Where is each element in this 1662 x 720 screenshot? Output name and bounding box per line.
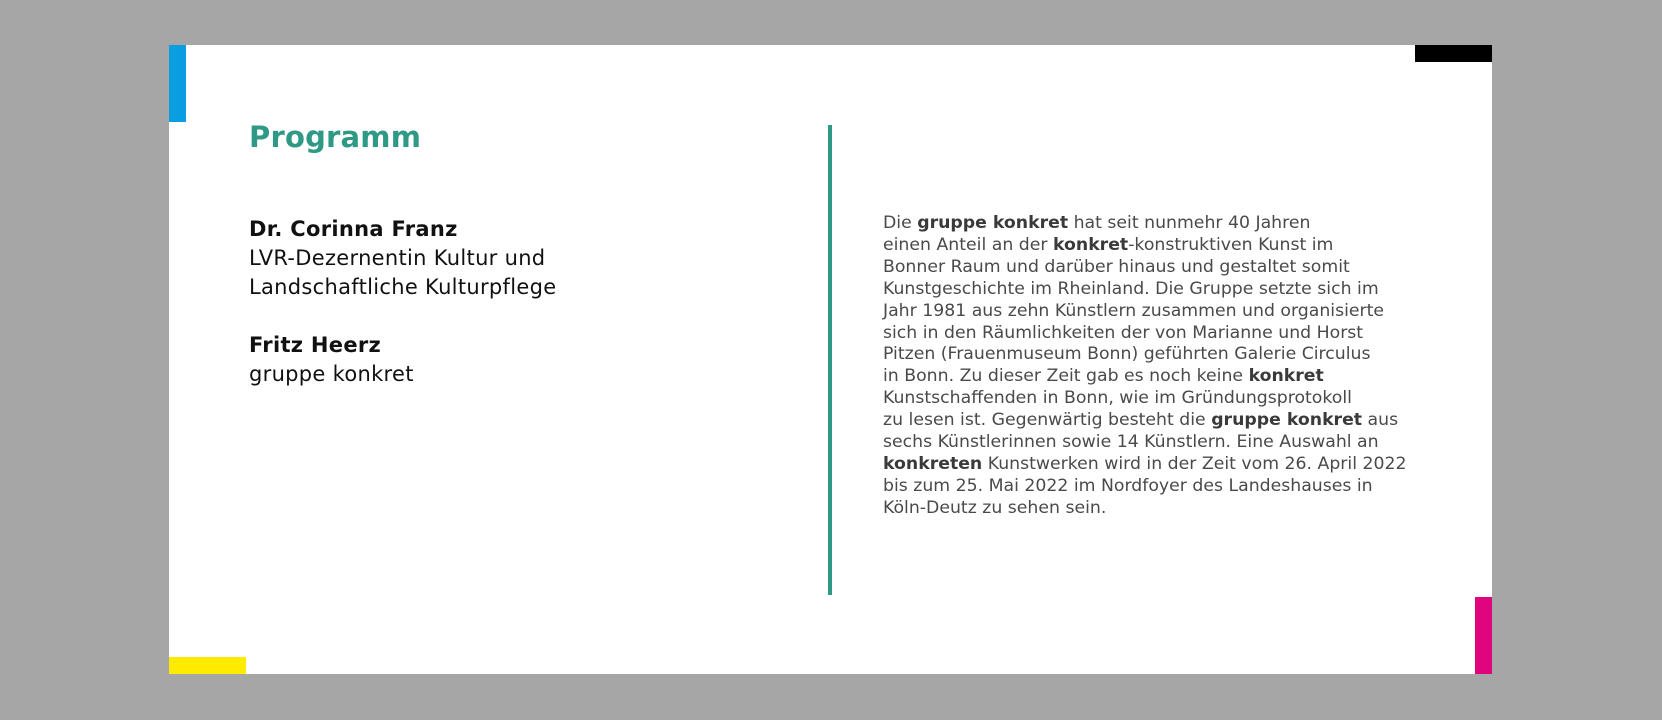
speaker-role-line: gruppe konkret — [249, 362, 414, 386]
description-text: Bonner Raum und darüber hinaus und gestaltet somit — [883, 256, 1350, 277]
description-text: in Bonn. Zu dieser Zeit gab es noch keine — [883, 366, 1249, 387]
description-text: hat seit nunmehr 40 Jahren — [1068, 213, 1311, 233]
speaker-item — [249, 215, 769, 302]
description-text: sich in den Räumlichkeiten der von Marianne und Horst — [883, 322, 1364, 343]
description-text: bis zum 25. Mai 2022 im Nordfoyer des Landeshauses in — [883, 475, 1373, 496]
speaker-name: Dr. Corinna Franz — [249, 217, 458, 241]
description-text: -konstruktiven Kunst im — [1128, 234, 1334, 255]
speaker-item — [249, 331, 769, 389]
speaker-role-line: Landschaftliche Kulturpflege — [249, 275, 557, 299]
description-text: Die — [883, 213, 918, 233]
speaker-role-line: LVR-Dezernentin Kultur und — [249, 246, 546, 270]
description-paragraph — [883, 213, 1428, 520]
vertical-divider — [828, 125, 832, 595]
description-emphasis: konkreten — [883, 453, 983, 474]
description-emphasis: gruppe konkret — [1211, 410, 1363, 431]
description-text: zu lesen ist. Gegenwärtig besteht die — [883, 410, 1212, 431]
speaker-list — [249, 215, 769, 418]
description-text: Köln-Deutz zu sehen sein. — [883, 497, 1107, 518]
corner-mark-cyan — [169, 45, 186, 122]
description-emphasis: gruppe konkret — [917, 213, 1069, 233]
speaker-name: Fritz Heerz — [249, 333, 382, 357]
description-text: einen Anteil an der — [883, 234, 1053, 255]
description-emphasis: konkret — [1052, 234, 1129, 255]
description-text: Pitzen (Frauenmuseum Bonn) geführten Galerie Circulus — [883, 344, 1371, 365]
corner-mark-black — [1415, 45, 1492, 62]
description-emphasis: konkret — [1248, 366, 1324, 387]
page-title: Programm — [249, 120, 422, 154]
corner-mark-yellow — [169, 657, 246, 674]
description-text: Kunstwerken wird in der Zeit vom 26. April 2022 — [982, 453, 1407, 474]
description-text: aus — [1362, 410, 1399, 431]
slide-page — [169, 45, 1492, 674]
description-text: Jahr 1981 aus zehn Künstlern zusammen und organisierte — [883, 300, 1385, 321]
description-text: Kunstschaffenden in Bonn, wie im Gründungsprotokoll — [883, 388, 1352, 409]
description-text: Kunstgeschichte im Rheinland. Die Gruppe setzte sich im — [883, 278, 1379, 299]
description-text: sechs Künstlerinnen sowie 14 Künstlern. Eine Auswahl an — [883, 432, 1379, 453]
corner-mark-magenta — [1475, 597, 1492, 674]
